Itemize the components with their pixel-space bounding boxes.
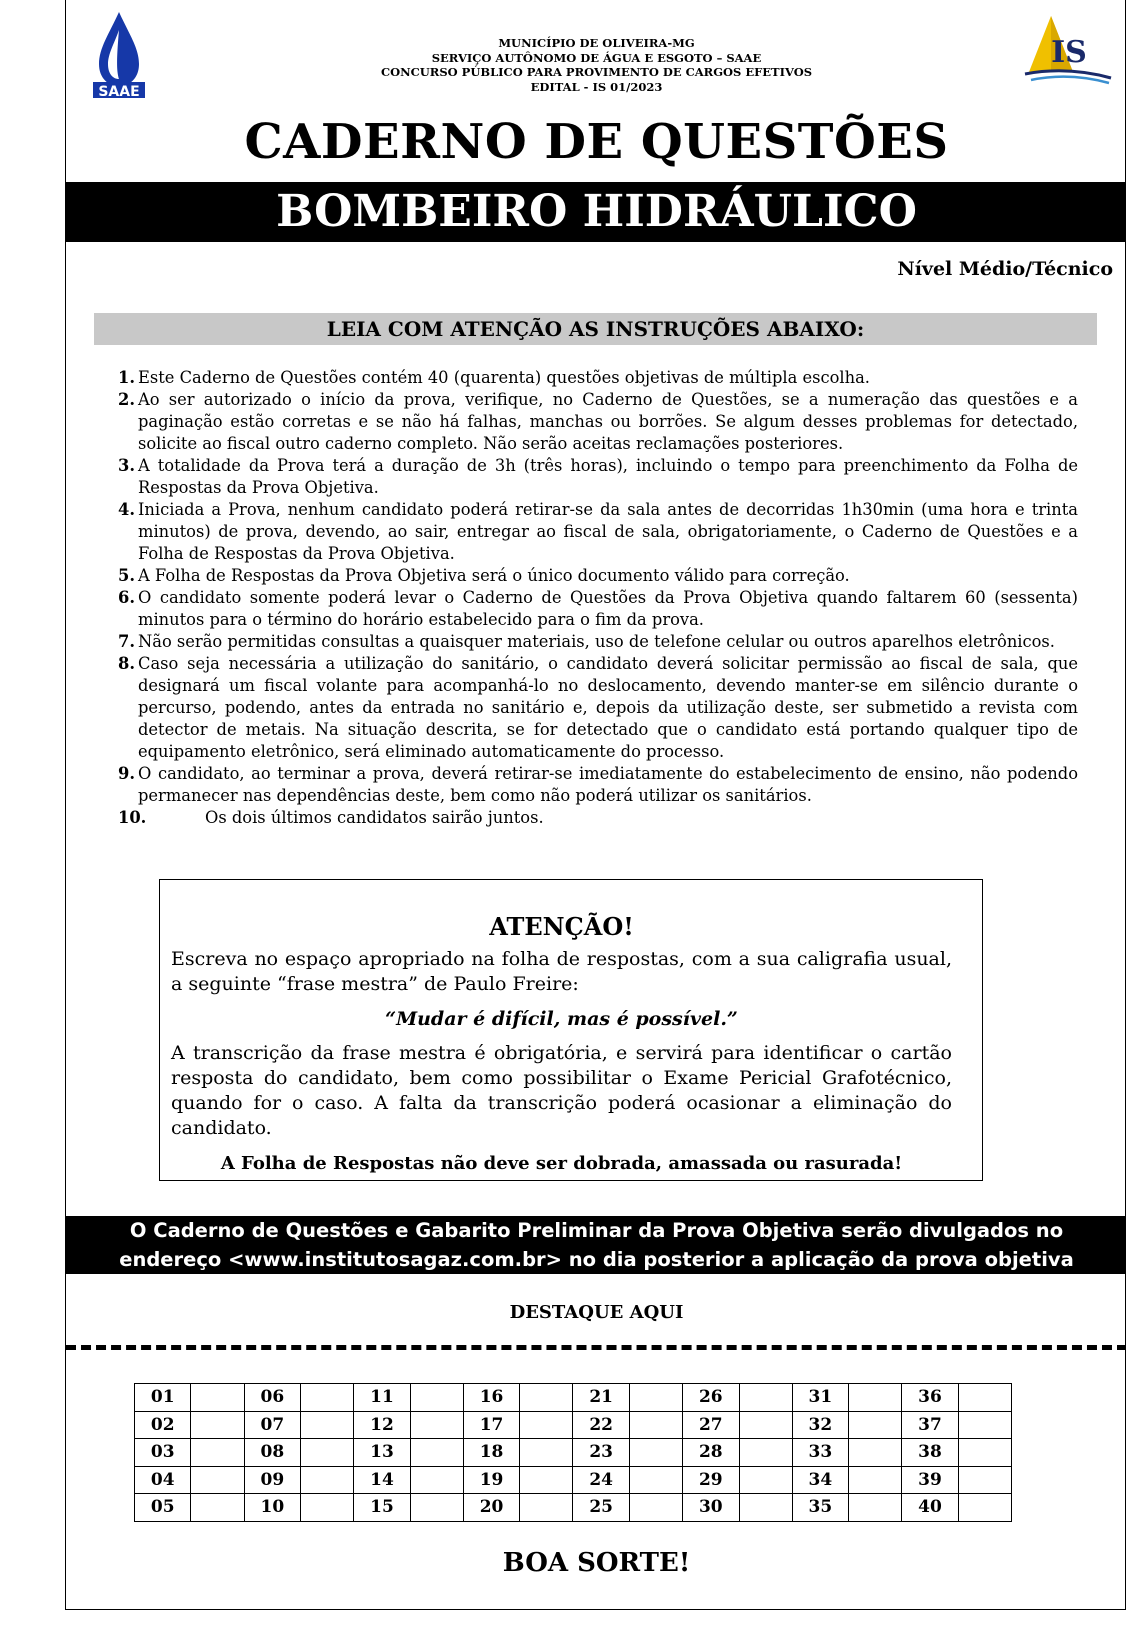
- answer-cell[interactable]: [410, 1466, 463, 1494]
- question-number: 40: [902, 1494, 958, 1522]
- question-number: 16: [463, 1384, 519, 1412]
- answer-cell[interactable]: [629, 1466, 682, 1494]
- answer-cell[interactable]: [301, 1439, 354, 1467]
- good-luck-message: BOA SORTE!: [502, 1548, 691, 1578]
- attention-title: ATENÇÃO!: [489, 912, 634, 941]
- answer-cell[interactable]: [520, 1439, 573, 1467]
- instruction-text: Ao ser autorizado o início da prova, verifique, no Caderno de Questões, se a numeração das questões e a paginação estão corretas e se não há falhas, manchas ou borrões. Se algum desses problemas for detectado, solicite ao fiscal outro caderno completo. Não serão aceitas reclamações posteriores.: [138, 390, 1078, 453]
- answer-cell[interactable]: [739, 1466, 792, 1494]
- instruction-text: A Folha de Respostas da Prova Objetiva será o único documento válido para correção.: [138, 566, 850, 585]
- question-number: 09: [244, 1466, 300, 1494]
- question-number: 01: [135, 1384, 191, 1412]
- answer-row: [135, 1439, 1012, 1467]
- answer-cell[interactable]: [958, 1411, 1011, 1439]
- answer-row: [135, 1411, 1012, 1439]
- instruction-text: Caso seja necessária a utilização do sanitário, o candidato deverá solicitar permissão ao fiscal de sala, que designará um fiscal volante para acompanhá-lo no deslocamento, devendo manter-se em silêncio durante o percurso, podendo, antes da entrada no sanitário e, depois da utilização deste, ser submetido a revista com detector de metais. Na situação descrita, se for detectado que o candidato está portando qualquer tipo de equipamento eletrônico, será eliminado automaticamente do processo.: [138, 654, 1078, 761]
- answer-cell[interactable]: [629, 1439, 682, 1467]
- answer-cell[interactable]: [629, 1384, 682, 1412]
- question-number: 39: [902, 1466, 958, 1494]
- answer-row: [135, 1494, 1012, 1522]
- answer-cell[interactable]: [629, 1494, 682, 1522]
- question-number: 37: [902, 1411, 958, 1439]
- instruction-text: O candidato somente poderá levar o Caderno de Questões da Prova Objetiva quando faltarem 60 (sessenta) minutos para o término do horário estabelecido para o fim da prova.: [138, 588, 1078, 629]
- instruction-item: [118, 631, 1078, 653]
- instruction-text: Este Caderno de Questões contém 40 (quarenta) questões objetivas de múltipla escolha.: [138, 368, 870, 387]
- question-number: 03: [135, 1439, 191, 1467]
- question-number: 36: [902, 1384, 958, 1412]
- answer-cell[interactable]: [958, 1494, 1011, 1522]
- answer-cell[interactable]: [520, 1494, 573, 1522]
- answer-cell[interactable]: [191, 1494, 244, 1522]
- instruction-item: [118, 653, 1078, 763]
- question-number: 33: [792, 1439, 848, 1467]
- question-number: 28: [683, 1439, 739, 1467]
- publication-notice: [66, 1216, 1126, 1274]
- answer-cell[interactable]: [191, 1439, 244, 1467]
- question-number: 18: [463, 1439, 519, 1467]
- instruction-number: 7.: [118, 632, 135, 651]
- question-number: 19: [463, 1466, 519, 1494]
- answer-cell[interactable]: [191, 1384, 244, 1412]
- instruction-number: 2.: [118, 390, 135, 409]
- instruction-number: 6.: [118, 588, 135, 607]
- header-contest: CONCURSO PÚBLICO PARA PROVIMENTO DE CARGOS EFETIVOS: [380, 65, 813, 79]
- question-number: 08: [244, 1439, 300, 1467]
- instruction-number: 3.: [118, 456, 135, 475]
- answer-cell[interactable]: [191, 1466, 244, 1494]
- answer-cell[interactable]: [849, 1384, 902, 1412]
- instruction-item: [118, 499, 1078, 565]
- instruction-item: [118, 367, 1078, 389]
- instruction-number: 9.: [118, 764, 135, 783]
- answer-cell[interactable]: [739, 1411, 792, 1439]
- answer-row: [135, 1466, 1012, 1494]
- question-number: 11: [354, 1384, 410, 1412]
- instructions-list: [118, 367, 1078, 829]
- answer-cell[interactable]: [301, 1411, 354, 1439]
- answer-sheet-warning: A Folha de Respostas não deve ser dobrada, amassada ou rasurada!: [220, 1153, 903, 1174]
- answer-cell[interactable]: [301, 1466, 354, 1494]
- question-number: 05: [135, 1494, 191, 1522]
- instructions-heading: LEIA COM ATENÇÃO AS INSTRUÇÕES ABAIXO:: [94, 313, 1097, 345]
- question-number: 24: [573, 1466, 629, 1494]
- is-logo-text: IS: [1051, 35, 1087, 70]
- header-municipality: MUNICÍPIO DE OLIVEIRA-MG: [498, 36, 695, 50]
- answer-cell[interactable]: [410, 1384, 463, 1412]
- question-number: 21: [573, 1384, 629, 1412]
- question-number: 26: [683, 1384, 739, 1412]
- instruction-number: 10.: [118, 808, 147, 827]
- instruction-item: [118, 807, 1078, 829]
- question-number: 07: [244, 1411, 300, 1439]
- role-title: BOMBEIRO HIDRÁULICO: [66, 182, 1126, 242]
- master-phrase: “Mudar é difícil, mas é possível.”: [385, 1008, 738, 1030]
- question-number: 29: [683, 1466, 739, 1494]
- answer-cell[interactable]: [849, 1411, 902, 1439]
- instruction-text: Os dois últimos candidatos sairão juntos.: [205, 808, 544, 827]
- instruction-text: Não serão permitidas consultas a quaisquer materiais, uso de telefone celular ou outros aparelhos eletrônicos.: [138, 632, 1055, 651]
- answer-cell[interactable]: [958, 1439, 1011, 1467]
- question-number: 02: [135, 1411, 191, 1439]
- instruction-item: [118, 587, 1078, 631]
- question-number: 31: [792, 1384, 848, 1412]
- attention-box: [159, 879, 983, 1181]
- answer-cell[interactable]: [301, 1384, 354, 1412]
- question-number: 13: [354, 1439, 410, 1467]
- answer-cell[interactable]: [958, 1466, 1011, 1494]
- answer-cell[interactable]: [849, 1494, 902, 1522]
- question-number: 27: [683, 1411, 739, 1439]
- notice-line-2: endereço <www.institutosagaz.com.br> no dia posterior a aplicação da prova objetiva: [119, 1248, 1074, 1271]
- answer-cell[interactable]: [629, 1411, 682, 1439]
- instruction-text: O candidato, ao terminar a prova, deverá retirar-se imediatamente do estabelecimento de ensino, não podendo permanecer nas dependências deste, bem como não poderá utilizar os sanitários.: [138, 764, 1078, 805]
- answer-cell[interactable]: [958, 1384, 1011, 1412]
- question-number: 12: [354, 1411, 410, 1439]
- answer-cell[interactable]: [520, 1411, 573, 1439]
- question-number: 34: [792, 1466, 848, 1494]
- attention-paragraph-1: Escreva no espaço apropriado na folha de respostas, com a sua caligrafia usual, a seguinte “frase mestra” de Paulo Freire:: [171, 948, 952, 995]
- question-number: 04: [135, 1466, 191, 1494]
- exam-cover-page: [65, 0, 1126, 1610]
- answer-cell[interactable]: [849, 1439, 902, 1467]
- answer-cell[interactable]: [849, 1466, 902, 1494]
- header-edital: EDITAL - IS 01/2023: [530, 79, 663, 94]
- question-number: 23: [573, 1439, 629, 1467]
- cut-here-label: DESTAQUE AQUI: [509, 1302, 684, 1323]
- header-service: SERVIÇO AUTÔNOMO DE ÁGUA E ESGOTO – SAAE: [431, 50, 762, 65]
- answer-cell[interactable]: [410, 1439, 463, 1467]
- question-number: 06: [244, 1384, 300, 1412]
- answer-grid: [134, 1383, 1012, 1522]
- institution-header: [66, 36, 1126, 94]
- question-number: 14: [354, 1466, 410, 1494]
- notice-line-1: O Caderno de Questões e Gabarito Preliminar da Prova Objetiva serão divulgados no: [129, 1219, 1064, 1242]
- answer-cell[interactable]: [739, 1494, 792, 1522]
- cut-line: [66, 1345, 1126, 1350]
- page-title: CADERNO DE QUESTÕES: [244, 114, 949, 170]
- question-number: 15: [354, 1494, 410, 1522]
- instruction-item: [118, 565, 1078, 587]
- answer-cell[interactable]: [739, 1384, 792, 1412]
- question-number: 38: [902, 1439, 958, 1467]
- instruction-text: A totalidade da Prova terá a duração de 3h (três horas), incluindo o tempo para preenchimento da Folha de Respostas da Prova Objetiva.: [138, 456, 1078, 497]
- answer-cell[interactable]: [410, 1494, 463, 1522]
- answer-cell[interactable]: [191, 1411, 244, 1439]
- answer-cell[interactable]: [301, 1494, 354, 1522]
- saae-logo-text: SAAE: [98, 84, 140, 98]
- question-number: 25: [573, 1494, 629, 1522]
- question-number: 22: [573, 1411, 629, 1439]
- question-number: 20: [463, 1494, 519, 1522]
- answer-cell[interactable]: [739, 1439, 792, 1467]
- instruction-item: [118, 763, 1078, 807]
- instruction-number: 5.: [118, 566, 135, 585]
- level-label: Nível Médio/Técnico: [897, 258, 1113, 280]
- answer-row: [135, 1384, 1012, 1412]
- question-number: 32: [792, 1411, 848, 1439]
- instruction-number: 8.: [118, 654, 135, 673]
- instruction-number: 4.: [118, 500, 135, 519]
- answer-cell[interactable]: [520, 1466, 573, 1494]
- question-number: 17: [463, 1411, 519, 1439]
- attention-paragraph-2: A transcrição da frase mestra é obrigatória, e servirá para identificar o cartão resposta do candidato, bem como possibilitar o Exame Pericial Grafotécnico, quando for o caso. A falta da transcrição poderá ocasionar a eliminação do candidato.: [171, 1042, 952, 1139]
- answer-cell[interactable]: [410, 1411, 463, 1439]
- question-number: 10: [244, 1494, 300, 1522]
- instruction-number: 1.: [118, 368, 135, 387]
- answer-cell[interactable]: [520, 1384, 573, 1412]
- instruction-item: [118, 389, 1078, 455]
- question-number: 35: [792, 1494, 848, 1522]
- instruction-item: [118, 455, 1078, 499]
- instruction-text: Iniciada a Prova, nenhum candidato poderá retirar-se da sala antes de decorridas 1h30min (uma hora e trinta minutos) de prova, devendo, ao sair, entregar ao fiscal de sala, obrigatoriamente, o Caderno de Questões e a Folha de Respostas da Prova Objetiva.: [138, 500, 1078, 563]
- question-number: 30: [683, 1494, 739, 1522]
